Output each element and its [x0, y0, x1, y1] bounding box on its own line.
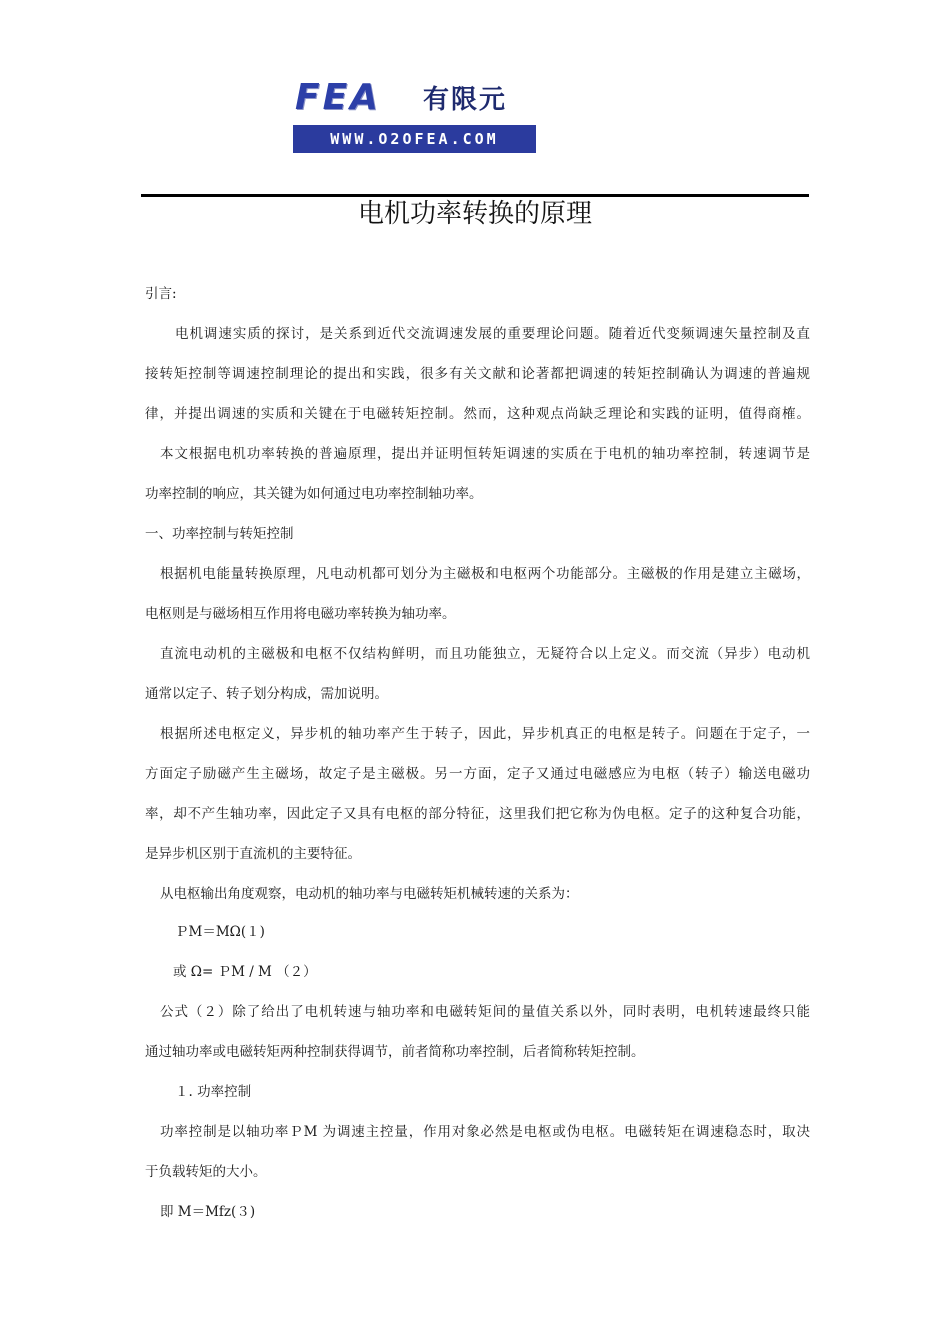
s1-p3-line: 率，却不产生轴功率，因此定子又具有电枢的部分特征，这里我们把它称为伪电枢。定子的这种复合功能，: [145, 806, 810, 822]
formula-1: ＰM＝MΩ(１): [175, 924, 265, 940]
intro-p1-line: 律，并提出调速的实质和关键在于电磁转矩控制。然而，这种观点尚缺乏理论和实践的证明，值得商榷。: [145, 406, 810, 422]
logo: [293, 70, 536, 153]
s1-p3-line: 根据所述电枢定义，异步机的轴功率产生于转子，因此，异步机真正的电枢是转子。问题在于定子，一: [160, 726, 810, 742]
s1-p5-line: 公式（２）除了给出了电机转速与轴功率和电磁转矩间的量值关系以外，同时表明，电机转速最终只能: [160, 1004, 810, 1020]
s1-p1-line: 电枢则是与磁场相互作用将电磁功率转换为轴功率。: [145, 606, 456, 622]
formula-2: 或 Ω= ＰM / M （２）: [173, 964, 317, 980]
s1-p1-line: 根据机电能量转换原理，凡电动机都可划分为主磁极和电枢两个功能部分。主磁极的作用是建立主磁场，: [160, 566, 810, 582]
s1-p2-line: 直流电动机的主磁极和电枢不仅结构鲜明，而且功能独立，无疑符合以上定义。而交流（异步）电动机: [160, 646, 810, 662]
formula-3: 即 M＝Mfz(３): [160, 1204, 256, 1220]
logo-top: [293, 76, 536, 120]
subsection-heading: １. 功率控制: [175, 1084, 252, 1100]
s1-p3-line: 方面定子励磁产生主磁场，故定子是主磁极。另一方面，定子又通过电磁感应为电枢（转子）输送电磁功: [145, 766, 810, 782]
intro-heading: 引言:: [145, 286, 177, 302]
document-title: 电机功率转换的原理: [357, 199, 592, 229]
ss1-p1-line: 于负载转矩的大小。: [145, 1164, 267, 1180]
intro-p2-line: 本文根据电机功率转换的普遍原理，提出并证明恒转矩调速的实质在于电机的轴功率控制，转速调节是: [160, 446, 810, 462]
logo-cn-name: 有限元: [423, 85, 508, 115]
intro-p2-line: 功率控制的响应，其关键为如何通过电功率控制轴功率。: [145, 486, 483, 502]
s1-p3-line: 是异步机区别于直流机的主要特征。: [145, 846, 361, 862]
intro-p1-line: 接转矩控制等调速控制理论的提出和实践，很多有关文献和论著都把调速的转矩控制确认为调速的普遍规: [145, 366, 810, 382]
s1-p4: 从电枢输出角度观察，电动机的轴功率与电磁转矩机械转速的关系为：: [160, 886, 579, 902]
s1-p5-line: 通过轴功率或电磁转矩两种控制获得调节，前者简称功率控制，后者简称转矩控制。: [145, 1044, 645, 1060]
ss1-p1-line: 功率控制是以轴功率ＰM 为调速主控量，作用对象必然是电枢或伪电枢。电磁转矩在调速稳态时，取决: [160, 1124, 810, 1140]
logo-url[interactable]: WWW.O2OFEA.COM: [293, 125, 536, 153]
section-heading: 一、功率控制与转矩控制: [145, 526, 294, 542]
s1-p2-line: 通常以定子、转子划分构成，需加说明。: [145, 686, 388, 702]
logo-brand: FEA: [295, 77, 382, 118]
intro-p1-line: 电机调速实质的探讨，是关系到近代交流调速发展的重要理论问题。随着近代变频调速矢量控制及直: [175, 326, 810, 342]
